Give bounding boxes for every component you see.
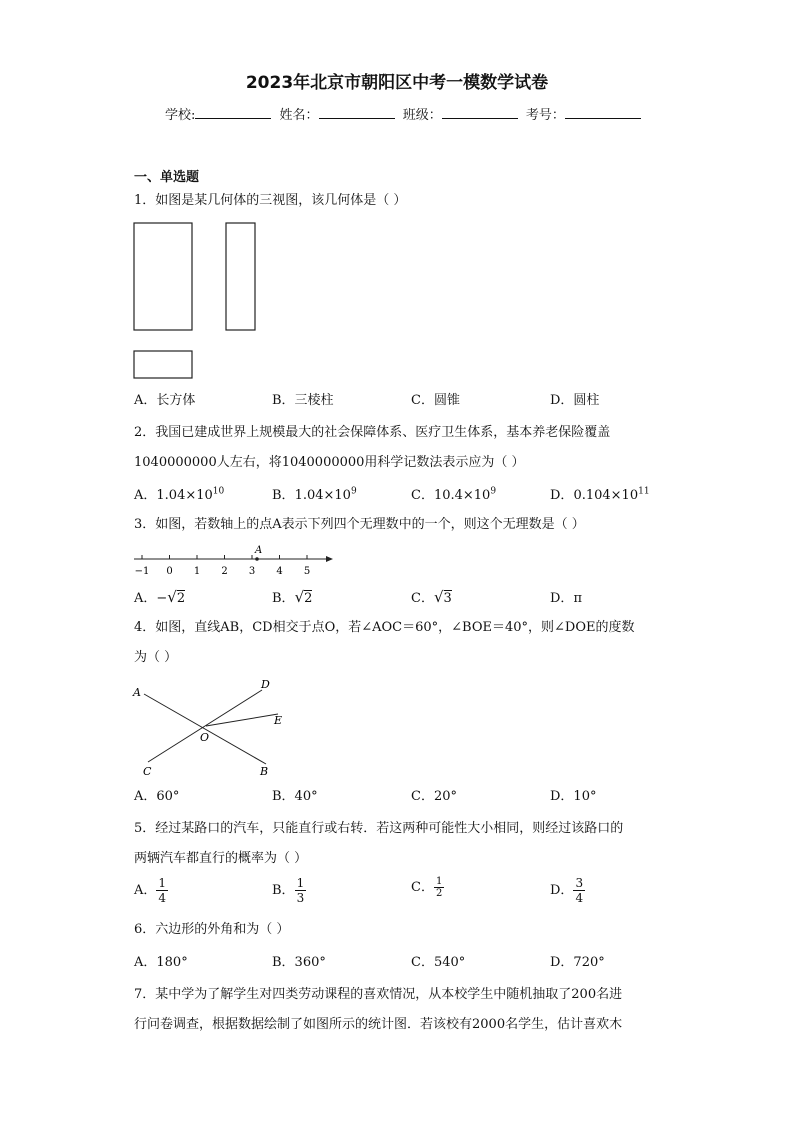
q4-option-b[interactable]: B．40° bbox=[272, 789, 318, 804]
ray-oe bbox=[206, 714, 278, 726]
q3-option-d[interactable]: D．π bbox=[550, 591, 582, 606]
q2-option-d[interactable]: D．$0.104\times 10^{11}$ bbox=[550, 486, 650, 503]
q5-option-a[interactable]: A． $\frac{1}{4}$ bbox=[134, 876, 167, 905]
class-blank bbox=[442, 106, 518, 119]
sqrt-sign: √ bbox=[433, 588, 444, 606]
q5-option-c[interactable]: C． $\frac{1}{2}$ bbox=[411, 876, 443, 899]
q2-line-2: 1040000000人左右，将1040000000用科学记数法表示应为（ ） bbox=[134, 455, 525, 470]
number-line-tick-label: 5 bbox=[303, 566, 311, 577]
q4-line-2: 为（ ） bbox=[134, 650, 178, 665]
point-a-dot bbox=[255, 557, 259, 561]
number-blank bbox=[565, 106, 641, 119]
sqrt-sign: √ bbox=[294, 588, 305, 606]
name-label: 姓名： bbox=[279, 108, 319, 123]
q3-option-c[interactable]: C．√3 bbox=[411, 588, 452, 606]
number-line-tick-label: 4 bbox=[276, 566, 283, 577]
number-line-tick-label: 1 bbox=[193, 566, 201, 577]
school-label: 学校: bbox=[165, 108, 196, 123]
q1-option-a[interactable]: A．长方体 bbox=[134, 393, 196, 408]
q7-line-2: 行问卷调查，根据数据绘制了如图所示的统计图．若该校有2000名学生，估计喜欢木 bbox=[134, 1017, 623, 1032]
label-o: O bbox=[200, 731, 210, 744]
q6-option-b[interactable]: B．360° bbox=[272, 955, 326, 970]
line-cd bbox=[148, 690, 262, 762]
question-2-options bbox=[134, 484, 664, 508]
number-label: 考号： bbox=[525, 108, 565, 123]
question-3-text: 3．如图，若数轴上的点A表示下列四个无理数中的一个，则这个无理数是（ ） bbox=[134, 517, 585, 532]
q2-option-a[interactable]: A．$1.04\times 10^{10}$ bbox=[134, 486, 225, 503]
question-7-text bbox=[134, 980, 664, 1040]
q2-option-b[interactable]: B．$1.04\times 10^9$ bbox=[272, 486, 357, 503]
question-5-text bbox=[134, 814, 664, 874]
top-view-rect bbox=[134, 351, 192, 378]
question-4-text bbox=[134, 613, 664, 673]
intersecting-lines-figure bbox=[130, 676, 290, 778]
school-blank bbox=[195, 106, 271, 119]
question-6-text: 6．六边形的外角和为（ ） bbox=[134, 922, 290, 937]
q4-option-a[interactable]: A．60° bbox=[134, 789, 180, 804]
point-a-label: A bbox=[255, 545, 263, 556]
q6-option-a[interactable]: A．180° bbox=[134, 955, 188, 970]
number-line-arrow bbox=[326, 556, 333, 562]
q4-option-d[interactable]: D．10° bbox=[550, 789, 597, 804]
label-c: C bbox=[143, 765, 152, 778]
front-view-rect bbox=[134, 223, 192, 330]
q2-line-1: 2．我国已建成世界上规模最大的社会保障体系、医疗卫生体系，基本养老保险覆盖 bbox=[134, 425, 611, 440]
number-line-tick-label: 3 bbox=[248, 566, 256, 577]
number-line-tick-label: −1 bbox=[134, 566, 150, 577]
number-line-tick-label: 0 bbox=[166, 566, 173, 577]
question-1-text: 1．如图是某几何体的三视图，该几何体是（ ） bbox=[134, 193, 407, 208]
q6-option-d[interactable]: D．720° bbox=[550, 955, 605, 970]
q5-option-b[interactable]: B． $\frac{1}{3}$ bbox=[272, 876, 305, 905]
q6-option-c[interactable]: C．540° bbox=[411, 955, 466, 970]
side-view-rect bbox=[226, 223, 255, 330]
q5-line-2: 两辆汽车都直行的概率为（ ） bbox=[134, 851, 308, 866]
number-line-figure bbox=[130, 540, 340, 578]
question-2-text bbox=[134, 418, 664, 478]
question-3-options bbox=[134, 587, 664, 611]
label-e: E bbox=[274, 714, 283, 727]
q5-option-d[interactable]: D． $\frac{3}{4}$ bbox=[550, 876, 584, 905]
label-d: D bbox=[261, 678, 270, 691]
q1-option-b[interactable]: B．三棱柱 bbox=[272, 393, 334, 408]
q4-option-c[interactable]: C．20° bbox=[411, 789, 457, 804]
q4-line-1: 4．如图，直线AB，CD相交于点O，若∠AOC＝60°，∠BOE＝40°，则∠DOE的度数 bbox=[134, 620, 635, 635]
name-blank bbox=[319, 106, 395, 119]
q3-option-a[interactable]: A．−√2 bbox=[134, 588, 186, 606]
student-info-line bbox=[165, 104, 645, 123]
question-5-options bbox=[134, 876, 664, 905]
question-1-options bbox=[134, 389, 664, 413]
number-line-tick-label: 2 bbox=[221, 566, 228, 577]
class-label: 班级： bbox=[402, 108, 442, 123]
question-6-options bbox=[134, 951, 664, 975]
q5-line-1: 5．经过某路口的汽车，只能直行或右转．若这两种可能性大小相同，则经过该路口的 bbox=[134, 821, 624, 836]
label-a: A bbox=[133, 686, 141, 699]
three-view-figure bbox=[130, 218, 270, 384]
q1-option-d[interactable]: D．圆柱 bbox=[550, 393, 600, 408]
page-title: 2023年北京市朝阳区中考一模数学试卷 bbox=[245, 73, 549, 93]
q1-option-c[interactable]: C．圆锥 bbox=[411, 393, 460, 408]
section-heading: 一、单选题 bbox=[134, 170, 200, 185]
question-4-options bbox=[134, 785, 664, 809]
label-b: B bbox=[260, 765, 269, 778]
q2-option-c[interactable]: C．$10.4\times 10^9$ bbox=[411, 486, 497, 503]
q3-option-b[interactable]: B．√2 bbox=[272, 588, 313, 606]
sqrt-sign: √ bbox=[167, 588, 177, 606]
q7-line-1: 7．某中学为了解学生对四类劳动课程的喜欢情况，从本校学生中随机抽取了200名进 bbox=[134, 987, 623, 1002]
